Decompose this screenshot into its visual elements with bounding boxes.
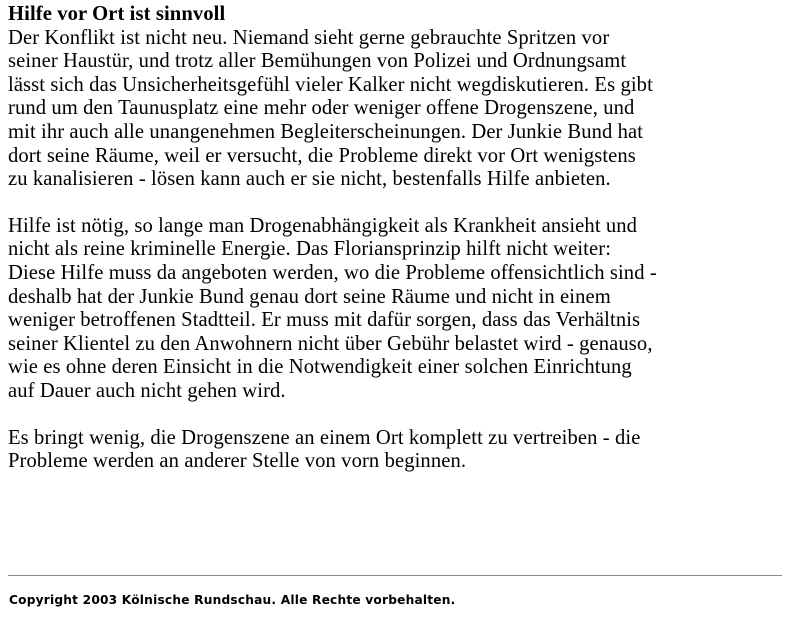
paragraph-line: nicht als reine kriminelle Energie. Das Floriansprinzip hilft nicht weiter: <box>8 238 612 261</box>
paragraph-line: lässt sich das Unsicherheitsgefühl vieler Kalker nicht wegdiskutieren. Es gibt <box>8 73 653 96</box>
footer-divider <box>8 575 782 576</box>
paragraph-line: Es bringt wenig, die Drogenszene an einem Ort komplett zu vertreiben - die <box>8 426 641 449</box>
paragraph-line: mit ihr auch alle unangenehmen Begleiterscheinungen. Der Junkie Bund hat <box>8 120 644 143</box>
paragraph-line: Hilfe ist nötig, so lange man Drogenabhängigkeit als Krankheit ansieht und <box>8 214 638 237</box>
paragraph-line: Der Konflikt ist nicht neu. Niemand sieht gerne gebrauchte Spritzen vor <box>8 26 610 49</box>
article-headline: Hilfe vor Ort ist sinnvoll <box>8 3 226 25</box>
article <box>8 3 788 474</box>
paragraph-line: weniger betroffenen Stadtteil. Er muss mit dafür sorgen, dass das Verhältnis <box>8 309 641 332</box>
paragraph-line: wie es ohne deren Einsicht in die Notwendigkeit einer solchen Einrichtung <box>8 356 632 379</box>
paragraph-line: Probleme werden an anderer Stelle von vorn beginnen. <box>8 450 467 473</box>
paragraph-spacer <box>8 192 788 215</box>
paragraph-spacer <box>8 404 788 427</box>
paragraph-line: rund um den Taunusplatz eine mehr oder weniger offene Drogenszene, und <box>8 97 635 120</box>
paragraph-line: Diese Hilfe muss da angeboten werden, wo die Probleme offensichtlich sind - <box>8 261 657 284</box>
copyright-notice: Copyright 2003 Kölnische Rundschau. Alle Rechte vorbehalten. <box>9 593 456 607</box>
article-paragraph-2 <box>8 215 788 404</box>
paragraph-line: seiner Klientel zu den Anwohnern nicht über Gebühr belastet wird - genauso, <box>8 332 653 355</box>
article-paragraph-3 <box>8 427 788 474</box>
paragraph-line: deshalb hat der Junkie Bund genau dort seine Räume und nicht in einem <box>8 285 611 308</box>
article-paragraph-1 <box>8 27 788 192</box>
paragraph-line: dort seine Räume, weil er versucht, die Probleme direkt vor Ort wenigstens <box>8 144 636 167</box>
paragraph-line: seiner Haustür, und trotz aller Bemühungen von Polizei und Ordnungsamt <box>8 50 627 73</box>
paragraph-line: zu kanalisieren - lösen kann auch er sie nicht, bestenfalls Hilfe anbieten. <box>8 168 611 191</box>
paragraph-line: auf Dauer auch nicht gehen wird. <box>8 379 286 402</box>
